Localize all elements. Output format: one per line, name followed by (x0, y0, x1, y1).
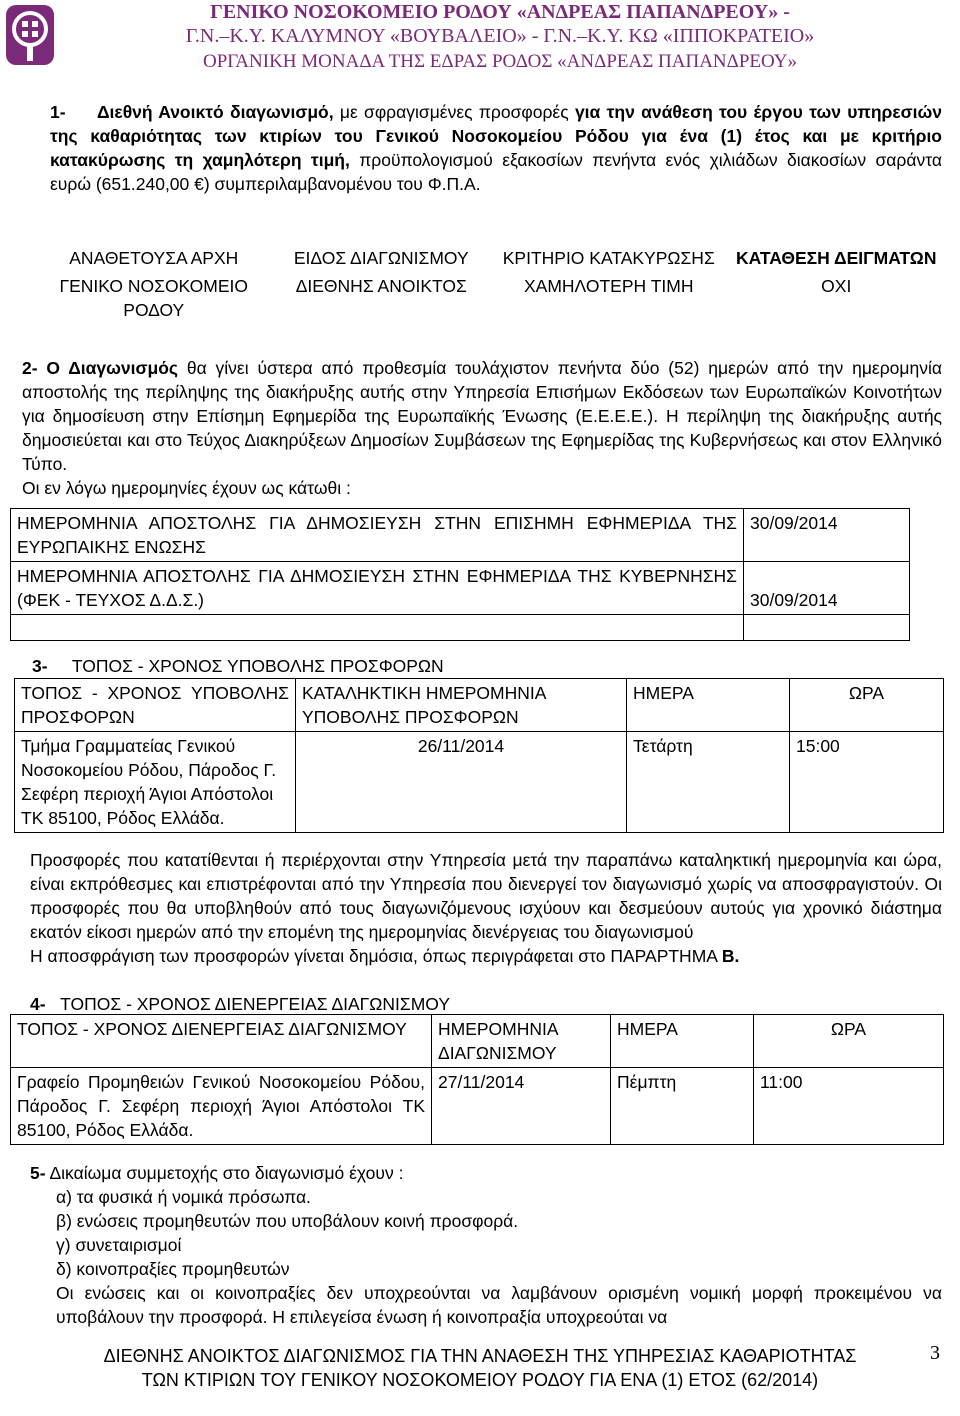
table-row (15, 679, 944, 732)
section-5-title (30, 1161, 942, 1185)
table-row (11, 1068, 944, 1145)
table-header-cell: ΩΡΑ (754, 1015, 944, 1068)
header-line-1: ΓΕΝΙΚΟ ΝΟΣΟΚΟΜΕΙΟ ΡΟΔΟΥ «ΑΝΔΡΕΑΣ ΠΑΠΑΝΔΡΕΟΥ» - (210, 1, 790, 23)
table-header-cell: ΗΜΕΡΟΜΗΝΙΑ ΔΙΑΓΩΝΙΣΜΟΥ (432, 1015, 611, 1068)
section-3-text (30, 848, 942, 968)
section-3-opening-text: Η αποσφράγιση των προσφορών γίνεται δημόσια, όπως περιγράφεται στο ΠΑΡΑΡΤΗΜΑ (30, 946, 722, 966)
header-line-3: ΟΡΓΑΝΙΚΗ ΜΟΝΑΔΑ ΤΗΣ ΕΔΡΑΣ ΡΟΔΟΣ «ΑΝΔΡΕΑΣ ΠΑΠΑΝΔΡΕΟΥ» (202, 51, 798, 72)
section-2-dates-intro (22, 476, 942, 500)
authority-table (40, 244, 950, 324)
table-header-cell: ΚΑΤΑΘΕΣΗ ΔΕΙΓΜΑΤΩΝ (736, 248, 937, 268)
footer-line-2: ΤΩΝ ΚΤΙΡΙΩΝ ΤΟΥ ΓΕΝΙΚΟΥ ΝΟΣΟΚΟΜΕΙΟΥ ΡΟΔΟΥ ΓΙΑ ΕΝΑ (1) ΕΤΟΣ (62/2014) (141, 1370, 819, 1390)
section-4-number: 4- (30, 994, 46, 1014)
section-1-number: 1- (50, 102, 66, 122)
table-cell: 15:00 (790, 732, 944, 833)
table-row (11, 562, 910, 615)
table-cell: Γραφείο Προμηθειών Γενικού Νοσοκομείου Ρόδου, Πάροδος Γ. Σεφέρη περιοχή Άγιοι Απόστολοι ΤΚ 85100, Ρόδος Ελλάδα. (11, 1068, 432, 1145)
hospital-logo-icon (4, 3, 56, 67)
list-item: δ) κοινοπραξίες προμηθευτών (56, 1259, 290, 1279)
submission-table (14, 678, 944, 833)
section-1-bold-1: Διεθνή Ανοικτό διαγωνισμό, (96, 102, 334, 122)
list-item: β) ενώσεις προμηθευτών που υποβάλουν κοινή προσφορά. (56, 1211, 519, 1231)
section-5-paragraph: Οι ενώσεις και οι κοινοπραξίες δεν υποχρεούνται να λαμβάνουν ορισμένη νομική μορφή προκειμένου να υποβάλουν την προσφορά. Η επιλεγείσα ένωση ή κοινοπραξία υποχρεούται να (56, 1283, 942, 1327)
dates-table (10, 508, 910, 641)
page-header (0, 0, 960, 80)
table-cell: ΗΜΕΡΟΜΗΝΙΑ ΑΠΟΣΤΟΛΗΣ ΓΙΑ ΔΗΜΟΣΙΕΥΣΗ ΣΤΗΝ ΕΦΗΜΕΡΙΔΑ ΤΗΣ ΚΥΒΕΡΝΗΣΗΣ (ΦΕΚ - ΤΕΥΧΟΣ Δ.Δ.Σ.) (11, 562, 744, 615)
table-header-cell: ΑΝΑΘΕΤΟΥΣΑ ΑΡΧΗ (69, 248, 239, 268)
section-3-heading: ΤΟΠΟΣ - ΧΡΟΝΟΣ ΥΠΟΒΟΛΗΣ ΠΡΟΣΦΟΡΩΝ (71, 656, 444, 676)
table-cell: 11:00 (754, 1068, 944, 1145)
table-cell: 30/09/2014 (744, 509, 910, 562)
table-header-cell: ΤΟΠΟΣ - ΧΡΟΝΟΣ ΔΙΕΝΕΡΓΕΙΑΣ ΔΙΑΓΩΝΙΣΜΟΥ (11, 1015, 432, 1068)
table-cell-empty (11, 615, 744, 641)
section-1-text-1: με σφραγισμένες προσφορές (333, 102, 575, 122)
table-cell: ΓΕΝΙΚΟ ΝΟΣΟΚΟΜΕΙΟ ΡΟΔΟΥ (59, 276, 249, 320)
table-header-cell: ΗΜΕΡΑ (627, 679, 790, 732)
section-2 (22, 356, 942, 500)
table-cell: Τμήμα Γραμματείας Γενικού Νοσοκομείου Ρόδου, Πάροδος Γ. Σεφέρη περιοχή Άγιοι Απόστολοι ΤΚ 85100, Ρόδος Ελλάδα. (15, 732, 296, 833)
table-row (40, 272, 950, 324)
section-3-number: 3- (32, 656, 48, 676)
header-line-2: Γ.Ν.–Κ.Υ. ΚΑΛΥΜΝΟΥ «ΒΟΥΒΑΛΕΙΟ» - Γ.Ν.–Κ.Υ. ΚΩ «ΙΠΠΟΚΡΑΤΕΙΟ» (185, 25, 815, 47)
list-item: α) τα φυσικά ή νομικά πρόσωπα. (56, 1187, 311, 1207)
section-3-title (32, 654, 932, 678)
section-2-text: θα γίνει ύστερα από προθεσμία τουλάχιστον πενήντα δύο (52) ημερών από την ημερομηνία αποστολής της περίληψης της διακήρυξης αυτής στην Υπηρεσία Επισήμων Εκδόσεων των Ευρωπαϊκών Κοινοτήτων για δημοσίευση στην Επίσημη Εφημερίδα της Ευρωπαϊκής Ένωσης (Ε.Ε.Ε.Ε.). Η περίληψη της διακήρυξης αυτής δημοσιεύεται και στο Τεύχος Διακηρύξεων Δημοσίων Συμβάσεων της Εφημερίδας της Κυβερνήσεως και στον Ελληνικό Τύπο. (22, 358, 942, 474)
section-2-bold: Ο Διαγωνισμός (46, 358, 178, 378)
list-item: γ) συνεταιρισμοί (56, 1235, 182, 1255)
table-row (11, 615, 910, 641)
table-cell: ΔΙΕΘΝΗΣ ΑΝΟΙΚΤΟΣ (295, 276, 467, 296)
table-row (11, 1015, 944, 1068)
table-cell: 26/11/2014 (296, 732, 627, 833)
section-5 (30, 1161, 942, 1329)
table-cell: 27/11/2014 (432, 1068, 611, 1145)
table-header-cell: ΤΟΠΟΣ - ΧΡΟΝΟΣ ΥΠΟΒΟΛΗΣ ΠΡΟΣΦΟΡΩΝ (15, 679, 296, 732)
section-2-number: 2- (22, 358, 38, 378)
page-footer (0, 1344, 960, 1392)
page-number: 3 (930, 1342, 940, 1364)
section-5-number: 5- (30, 1163, 46, 1183)
section-3-annex-ref: Β. (721, 946, 740, 966)
table-header-cell: ΚΡΙΤΗΡΙΟ ΚΑΤΑΚΥΡΩΣΗΣ (502, 248, 715, 268)
table-cell: ΗΜΕΡΟΜΗΝΙΑ ΑΠΟΣΤΟΛΗΣ ΓΙΑ ΔΗΜΟΣΙΕΥΣΗ ΣΤΗΝ ΕΠΙΣΗΜΗ ΕΦΗΜΕΡΙΔΑ ΤΗΣ ΕΥΡΩΠΑΙΚΗΣ ΕΝΩΣΗΣ (11, 509, 744, 562)
section-5-heading: Δικαίωμα συμμετοχής στο διαγωνισμό έχουν : (49, 1163, 404, 1183)
table-row (15, 732, 944, 833)
table-header-cell: ΕΙΔΟΣ ΔΙΑΓΩΝΙΣΜΟΥ (293, 248, 469, 268)
table-header-cell: ΚΑΤΑΛΗΚΤΙΚΗ ΗΜΕΡΟΜΗΝΙΑ ΥΠΟΒΟΛΗΣ ΠΡΟΣΦΟΡΩΝ (296, 679, 627, 732)
section-2-dates-intro-text: Οι εν λόγω ημερομηνίες έχουν ως κάτωθι : (22, 478, 351, 498)
footer-line-1: ΔΙΕΘΝΗΣ ΑΝΟΙΚΤΟΣ ΔΙΑΓΩΝΙΣΜΟΣ ΓΙΑ ΤΗΝ ΑΝΑΘΕΣΗ ΤΗΣ ΥΠΗΡΕΣΙΑΣ ΚΑΘΑΡΙΟΤΗΤΑΣ (103, 1346, 857, 1366)
section-1-bold-2: για την ανάθεση του έργου των υπηρεσιών της καθαριότητας των κτιρίων του Γενικού Νοσοκομείου Ρόδου για ένα (1) έτος και με κριτήριο κατακύρωσης τη χαμηλότερη τιμή, (50, 102, 942, 170)
table-cell: ΟΧΙ (821, 276, 852, 296)
section-3-opening-note (30, 944, 942, 968)
table-cell: Πέμπτη (611, 1068, 754, 1145)
conduct-table (10, 1014, 944, 1145)
table-cell: Τετάρτη (627, 732, 790, 833)
table-cell-empty (744, 615, 910, 641)
table-header-cell: ΩΡΑ (790, 679, 944, 732)
table-row (40, 244, 950, 272)
section-1-text-2: προϋπολογισμού εξακοσίων πενήντα ενός χιλιάδων διακοσίων σαράντα ευρώ (651.240,00 €) συμπεριλαμβανομένου του Φ.Π.Α. (50, 150, 942, 194)
table-cell: ΧΑΜΗΛΟΤΕΡΗ ΤΙΜΗ (524, 276, 694, 296)
section-3-paragraph: Προσφορές που κατατίθενται ή περιέρχονται στην Υπηρεσία μετά την παραπάνω καταληκτική ημερομηνία και ώρα, είναι εκπρόθεσμες και επιστρέφονται από την Υπηρεσία που διενεργεί τον διαγωνισμό χωρίς να αποσφραγιστούν. Οι προσφορές που θα υποβληθούν από τους διαγωνιζόμενους ισχύουν και δεσμεύουν αυτούς για χρονικό διάστημα εκατόν είκοσι ημερών από την επομένη της ημερομηνίας διενέργειας του διαγωνισμού (30, 850, 942, 942)
section-1 (50, 100, 942, 196)
table-row (11, 509, 910, 562)
table-cell: 30/09/2014 (744, 562, 910, 615)
table-header-cell: ΗΜΕΡΑ (611, 1015, 754, 1068)
section-4-heading: ΤΟΠΟΣ - ΧΡΟΝΟΣ ΔΙΕΝΕΡΓΕΙΑΣ ΔΙΑΓΩΝΙΣΜΟΥ (60, 994, 451, 1014)
section-4-title (30, 992, 930, 1016)
